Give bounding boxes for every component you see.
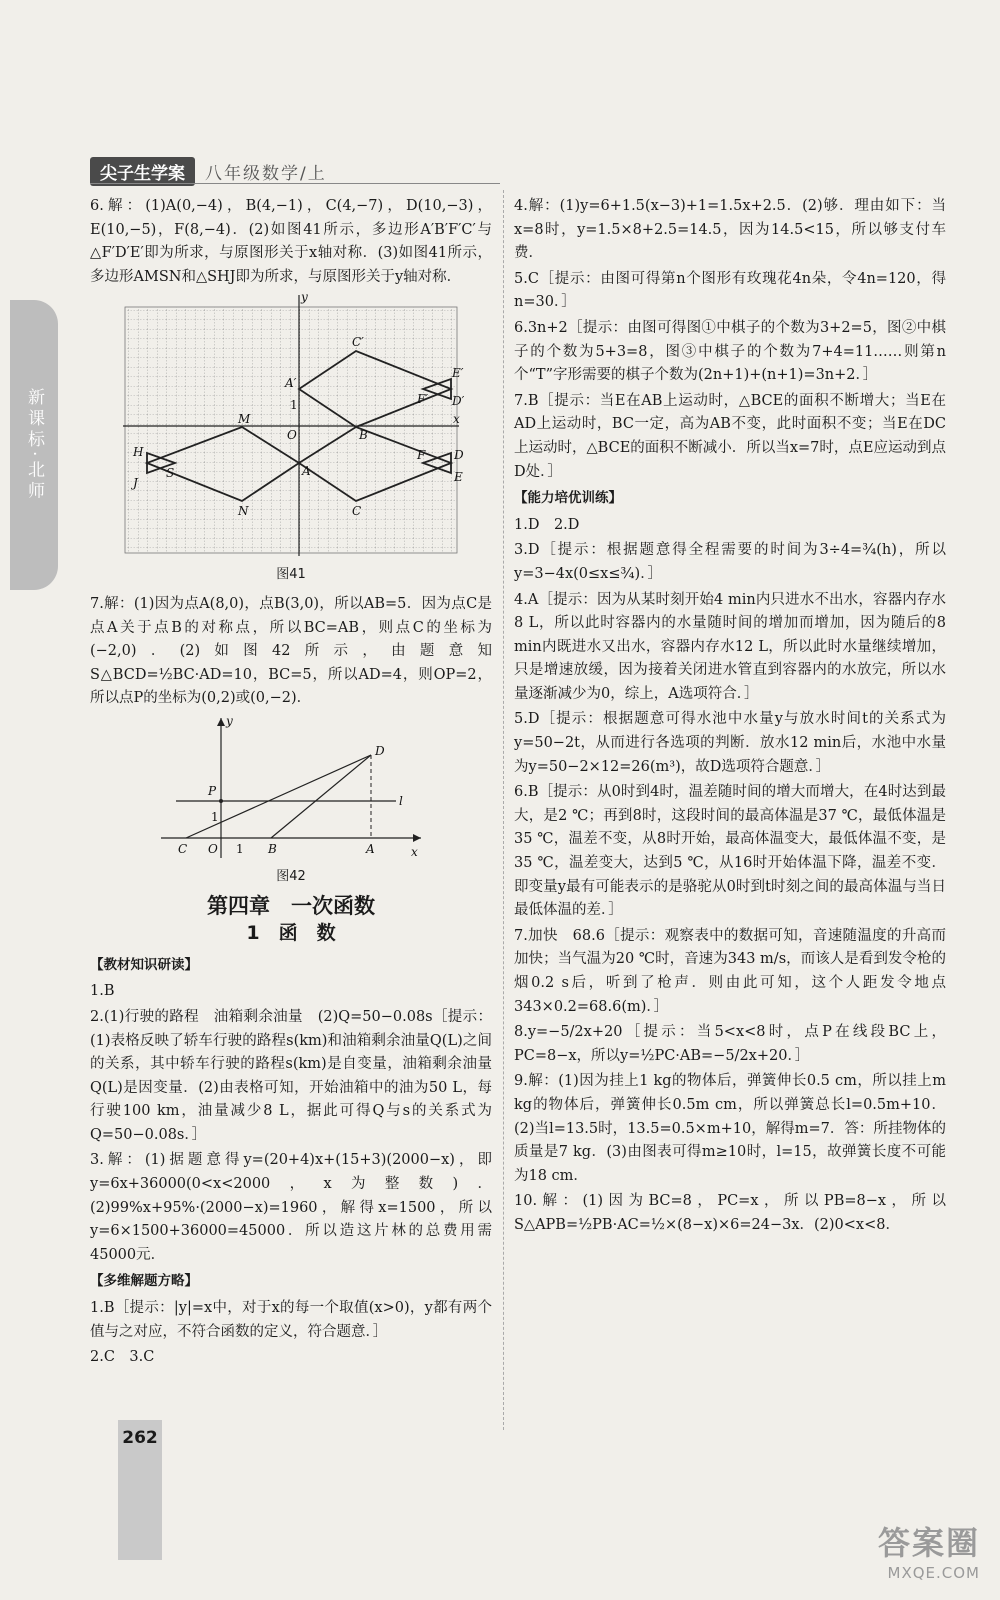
fig41-label-N: N xyxy=(237,504,248,519)
ability-answer-6: 6.B［提示：从0时到4时，温差随时间的增大而增大，在4时达到最大，是2 ℃；再到8时，这段时间的最高体温是37 ℃，最低体温是35 ℃，温差不变，从8时开始，最高体温变大，最低体温不变，是35 ℃，温差变大，达到5 ℃，从16时开始体温下降，温差不变．即变量y最有可能表示的是骆驼从0时到t时刻之间的最高体温与当日最低体温的差．］ xyxy=(514,784,946,919)
right-column xyxy=(514,195,946,1240)
section-heading-1: 【教材知识研读】 xyxy=(90,956,198,973)
multi-answer-2-3: 2.C 3.C xyxy=(90,1349,155,1366)
multi-answer-1: 1.B［提示：|y|=x中，对于x的每一个取值(x>0)，y都有两个值与之对应，不符合函数的定义，符合题意．］ xyxy=(90,1300,492,1340)
ability-answer-1-2: 1.D 2.D xyxy=(514,516,580,533)
answer-4: 4.解：(1)y=6+1.5(x−3)+1=1.5x+2.5．(2)够．理由如下：当x=8时，y=1.5×8+2.5=14.5，因为14.5<15，所以够支付车费． xyxy=(514,198,946,262)
chapter-title: 第四章 一次函数 xyxy=(207,893,375,918)
fig41-label-C: C xyxy=(351,504,361,519)
answer-7: 7.解：(1)因为点A(8,0)，点B(3,0)，所以AB=5．因为点C是点A关于点B的对称点，所以BC=AB，则点C的坐标为(−2,0)．(2)如图42所示，由题意知S△BCD=½BC·AD=10，BC=5，所以AD=4，则OP=2，所以点P的坐标为(0,2)或(0,−2)． xyxy=(90,595,492,707)
fig41-label-S: S xyxy=(165,466,174,481)
watermark-logo: 答案圈 xyxy=(877,1524,980,1562)
fig42-label-A: A xyxy=(366,841,375,856)
lesson-title: 1 函 数 xyxy=(246,922,336,945)
answer-5: 5.C［提示：由图可得第n个图形有玫瑰花4n朵，令4n=120，得n=30．］ xyxy=(514,270,946,311)
left-column xyxy=(90,195,492,1372)
ability-answer-10: 10.解：(1)因为BC=8，PC=x，所以PB=8−x，所以S△APB=½PB·AC=½×(8−x)×6=24−3x．(2)0<x<8． xyxy=(514,1193,946,1233)
fig41-label-H: H xyxy=(132,445,143,460)
ability-answer-7: 7.加快 68.6［提示：观察表中的数据可知，音速随温度的升高而加快；当气温为20 ℃时，音速为343 m/s，而该人是看到发令枪的烟0.2 s后，听到了枪声．则由此可知，这个人距发令地点343×0.2=68.6(m)．］ xyxy=(514,927,946,1015)
column-divider xyxy=(503,190,504,1430)
side-tab: 新课标·北师 xyxy=(10,300,58,590)
fig41-label-A-prime: A′ xyxy=(284,376,296,391)
ability-answer-5: 5.D［提示：根据题意可得水池中水量y与放水时间t的关系式为y=50−2t，从而进行各选项的判断．放水12 min后，水池中水量为y=50−2×12=26(m³)，故D选项符合题意．］ xyxy=(514,711,946,775)
brand-label: 尖子生学案 xyxy=(90,157,195,186)
watermark xyxy=(878,1518,980,1582)
fig42-label-D: D xyxy=(375,743,385,758)
fig41-label-M: M xyxy=(237,412,250,427)
fig41-label-A: A xyxy=(301,464,311,479)
fig42-label-P: P xyxy=(208,783,217,798)
fig41-label-x: x xyxy=(452,412,460,427)
fig42-label-B: B xyxy=(268,841,277,856)
ability-answer-4: 4.A［提示：因为从某时刻开始4 min内只进水不出水，容器内存水8 L，所以此时容器内的水量随时间的增加而增加，因为随后的8 min内既进水又出水，容器内存水12 L，所以此时水量继续增加，只是增速放缓，因为接着关闭进水管直到容器内的水放完，所以水量逐渐减少为0，综上，A选项符合．］ xyxy=(514,591,946,702)
ability-answer-8: 8.y=−5/2x+20［提示：当5<x<8时，点P在线段BC上，PC=8−x，所以y=½PC·AB=−5/2x+20．］ xyxy=(514,1024,946,1064)
fig42-label-y: y xyxy=(226,713,233,728)
section-heading-3: 【能力培优训练】 xyxy=(514,490,622,507)
fig41-label-E-prime: E′ xyxy=(451,366,463,381)
fig42-label-one-x: 1 xyxy=(236,841,244,856)
fig42-label-O: O xyxy=(208,841,218,856)
fig41-label-D-prime: D′ xyxy=(451,394,464,409)
subject-label: 八年级数学/上 xyxy=(205,163,327,184)
fig41-label-B: B xyxy=(358,428,368,443)
watermark-url: MXQE.COM xyxy=(887,1564,980,1582)
ability-answer-3: 3.D［提示：根据题意得全程需要的时间为3÷4=¾(h)，所以y=3−4x(0≤x≤¾)．］ xyxy=(514,542,946,582)
header-rule xyxy=(90,183,500,184)
fig41-label-y: y xyxy=(300,291,308,305)
answer-6: 6.解：(1)A(0,−4)，B(4,−1)，C(4,−7)，D(10,−3)，E(10,−5)，F(8,−4)．(2)如图41所示，多边形A′B′F′C′与△F′D′E′即为所求，与原图形关于x轴对称．(3)如图41所示，多边形AMSN和△SHJ即为所求，与原图形关于y轴对称． xyxy=(90,198,492,285)
fig42-label-l: l xyxy=(399,793,403,808)
fig41-label-J: J xyxy=(132,476,138,491)
fig41-label-O: O xyxy=(286,428,297,443)
figure-42-caption: 图42 xyxy=(276,868,306,884)
fig41-label-E: E xyxy=(453,470,463,485)
figure-41-caption: 图41 xyxy=(276,567,306,583)
section-heading-2: 【多维解题方略】 xyxy=(90,1273,198,1290)
answer-3: 3.解：(1)据题意得y=(20+4)x+(15+3)(2000−x)，即y=6x+36000(0<x<2000，x为整数)．(2)99%x+95%·(2000−x)=1960，解得x=1500，所以y=6×1500+36000=45000．所以造这片林的总费用需45000元． xyxy=(90,1152,492,1263)
fig42-label-x: x xyxy=(411,844,418,859)
answer-2: 2.(1)行驶的路程 油箱剩余油量 (2)Q=50−0.08s［提示：(1)表格反映了轿车行驶的路程s(km)和油箱剩余油量Q(L)之间的关系，其中轿车行驶的路程s(km)是自变量，油箱剩余油量Q(L)是因变量．(2)由表格可知，开始油箱中的油为50 L，每行驶100 km，油量减少8 L，据此可得Q与s的关系式为Q=50−0.08s．］ xyxy=(90,1008,492,1143)
ability-answer-9: 9.解：(1)因为挂上1 kg的物体后，弹簧伸长0.5 cm，所以挂上m kg的物体后，弹簧伸长0.5m cm，所以弹簧总长l=0.5m+10．(2)当l=13.5时，13.5=0.5×m+10，解得m=7．答：所挂物体的质量是7 kg．(3)由图表可得m≥10时，l=15，故弹簧长度不可能为18 cm． xyxy=(514,1073,946,1184)
figure-42 xyxy=(156,713,426,863)
page-number: 262 xyxy=(118,1420,162,1560)
fig42-label-C: C xyxy=(178,841,188,856)
fig41-label-D: D xyxy=(453,448,464,463)
figure-41 xyxy=(119,291,464,561)
answer-1: 1.B xyxy=(90,983,115,1000)
fig41-label-F-prime: F′ xyxy=(416,392,428,407)
fig41-label-F: F xyxy=(416,448,425,463)
fig41-label-one: 1 xyxy=(289,398,298,413)
page-header xyxy=(90,158,327,184)
answer-6-right: 6.3n+2［提示：由图可得图①中棋子的个数为3+2=5，图②中棋子的个数为5+3=8，图③中棋子的个数为7+4=11……则第n个“T”字形需要的棋子个数为(2n+1)+(n+1)=3n+2．］ xyxy=(514,319,946,384)
answer-7-right: 7.B［提示：当E在AB上运动时，△BCE的面积不断增大；当E在AD上运动时，BC一定，高为AB不变，此时面积不变；当E在DC上运动时，△BCE的面积不断减小．所以当x=7时，点E应运动到点D处．］ xyxy=(514,392,946,480)
fig41-label-C-prime: C′ xyxy=(351,335,364,350)
fig42-label-one-y: 1 xyxy=(211,809,219,824)
